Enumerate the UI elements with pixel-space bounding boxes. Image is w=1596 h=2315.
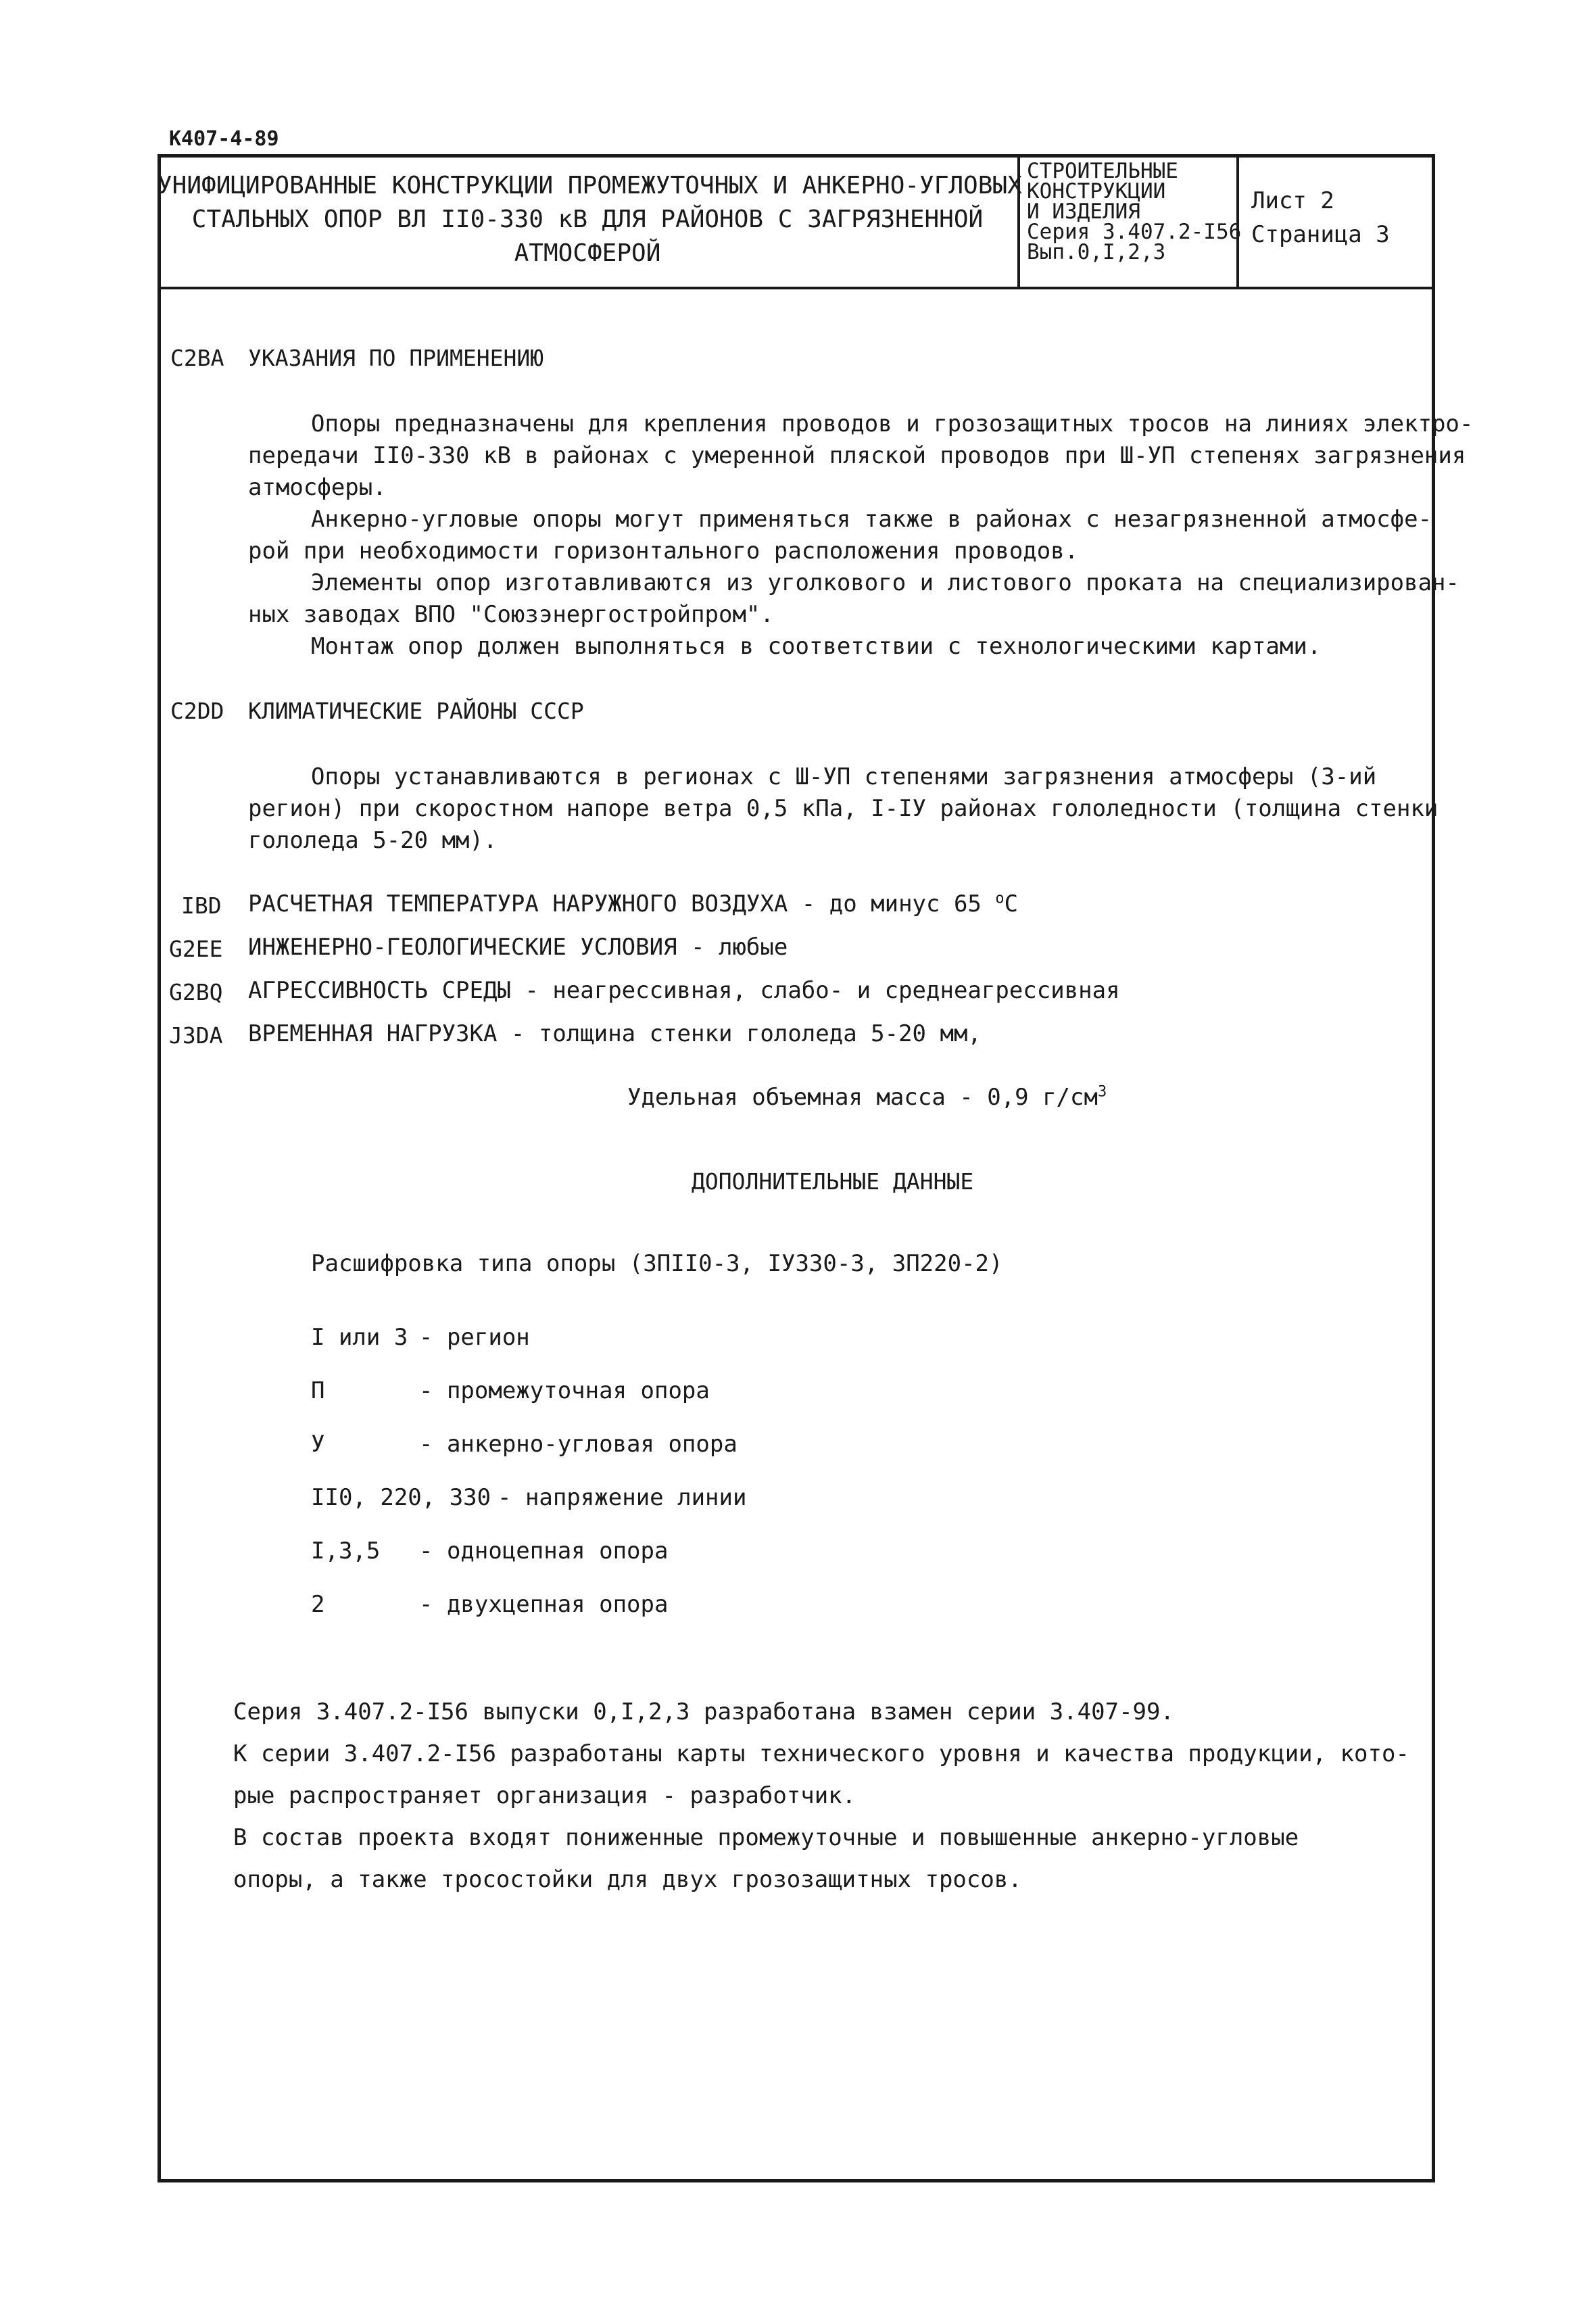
param-geology: ИНЖЕНЕРНО-ГЕОЛОГИЧЕСКИЕ УСЛОВИЯ - любые (248, 934, 788, 961)
application-line-8: Монтаж опор должен выполняться в соответствии с технологическими картами. (311, 633, 1322, 660)
application-line-1: Опоры предназначены для крепления проводов и грозозащитных тросов на линиях электро- (311, 410, 1474, 437)
application-line-3: атмосферы. (248, 474, 387, 501)
decode-key-3: У (311, 1431, 325, 1458)
param-code-load: J3DA (169, 1022, 223, 1049)
application-line-6: Элементы опор изготавливаются из уголкового и листового проката на специализирован- (311, 569, 1459, 596)
application-line-2: передачи II0-330 кВ в районах с умеренной пляской проводов при Ш-УП степенях загрязнения (248, 442, 1466, 469)
note-line-5: опоры, а также тросостойки для двух грозозащитных тросов. (233, 1866, 1022, 1893)
param-aggressiveness: АГРЕССИВНОСТЬ СРЕДЫ - неагрессивная, слабо- и среднеагрессивная (248, 977, 1120, 1004)
param-code-aggressiveness: G2BQ (169, 979, 223, 1005)
decode-value-2: - промежуточная опора (419, 1377, 710, 1404)
application-line-7: ных заводах ВПО "Союзэнергостройпром". (248, 601, 774, 628)
series-number: Серия 3.407.2-I56 (1027, 220, 1242, 244)
header-title-line-2: СТАЛЬНЫХ ОПОР ВЛ II0-330 кВ ДЛЯ РАЙОНОВ С ЗАГРЯЗНЕННОЙ (191, 206, 984, 233)
note-line-3: рые распространяет организация - разработчик. (233, 1782, 856, 1809)
decode-key-5: I,3,5 (311, 1537, 381, 1565)
climate-line-3: гололеда 5-20 мм). (248, 827, 498, 854)
decode-title: Расшифровка типа опоры (3ПII0-3, IУ330-3, 3П220-2) (311, 1250, 1003, 1277)
additional-heading: ДОПОЛНИТЕЛЬНЫЕ ДАННЫЕ (692, 1168, 974, 1195)
param-code-geology: G2EE (169, 936, 223, 962)
decode-value-1: - регион (419, 1324, 530, 1351)
section-heading-application: УКАЗАНИЯ ПО ПРИМЕНЕНИЮ (248, 345, 544, 371)
category-line-3: И ИЗДЕЛИЯ (1027, 199, 1140, 224)
climate-line-1: Опоры устанавливаются в регионах с Ш-УП степенями загрязнения атмосферы (3-ий (311, 763, 1377, 790)
decode-key-4: II0, 220, 330 (311, 1484, 491, 1511)
sheet-number: Лист 2 (1251, 187, 1334, 214)
decode-key-1: I или 3 (311, 1324, 408, 1351)
decode-key-6: 2 (311, 1591, 325, 1618)
decode-value-6: - двухцепная опора (419, 1591, 669, 1618)
category-line-1: СТРОИТЕЛЬНЫЕ (1027, 159, 1178, 183)
page-number: Страница 3 (1251, 221, 1390, 248)
header-title-cell (158, 154, 1020, 289)
header-title-line-1: УНИФИЦИРОВАННЫЕ КОНСТРУКЦИИ ПРОМЕЖУТОЧНЫХ И АНКЕРНО-УГЛОВЫХ (158, 172, 1022, 199)
section-heading-climate: КЛИМАТИЧЕСКИЕ РАЙОНЫ СССР (248, 698, 584, 724)
decode-key-2: П (311, 1377, 325, 1404)
application-line-4: Анкерно-угловые опоры могут применяться также в районах с незагрязненной атмосфе- (311, 506, 1432, 533)
decode-value-3: - анкерно-угловая опора (419, 1431, 737, 1458)
note-line-1: Серия 3.407.2-I56 выпуски 0,I,2,3 разработана взамен серии 3.407-99. (233, 1698, 1174, 1725)
issue-numbers: Вып.0,I,2,3 (1027, 240, 1166, 264)
section-code-application: C2BA (170, 345, 224, 371)
header-sheet-cell (1239, 154, 1435, 289)
param-temperature: РАСЧЕТНАЯ ТЕМПЕРАТУРА НАРУЖНОГО ВОЗДУХА - до минус 65 $^о$С (248, 890, 1019, 917)
section-code-climate: C2DD (170, 698, 224, 724)
category-line-2: КОНСТРУКЦИИ (1027, 179, 1166, 204)
note-line-2: К серии 3.407.2-I56 разработаны карты технического уровня и качества продукции, кото- (233, 1740, 1409, 1767)
density-line: Удельная объемная масса - 0,9 $г/см^3$ (627, 1083, 1107, 1111)
climate-line-2: регион) при скоростном напоре ветра 0,5 кПа, I-IУ районах гололедности (толщина стенки (248, 795, 1438, 822)
decode-value-5: - одноцепная опора (419, 1537, 669, 1565)
application-line-5: рой при необходимости горизонтального расположения проводов. (248, 538, 1079, 565)
param-load: ВРЕМЕННАЯ НАГРУЗКА - толщина стенки гололеда 5-20 мм, (248, 1020, 982, 1047)
param-code-temperature: IBD (181, 892, 222, 919)
header-category-cell (1020, 154, 1242, 289)
header-title-line-3: АТМОСФЕРОЙ (514, 239, 661, 267)
note-line-4: В состав проекта входят пониженные промежуточные и повышенные анкерно-угловые (233, 1824, 1299, 1851)
decode-value-4: - напряжение линии (498, 1484, 747, 1511)
document-code: К407-4-89 (169, 127, 279, 151)
